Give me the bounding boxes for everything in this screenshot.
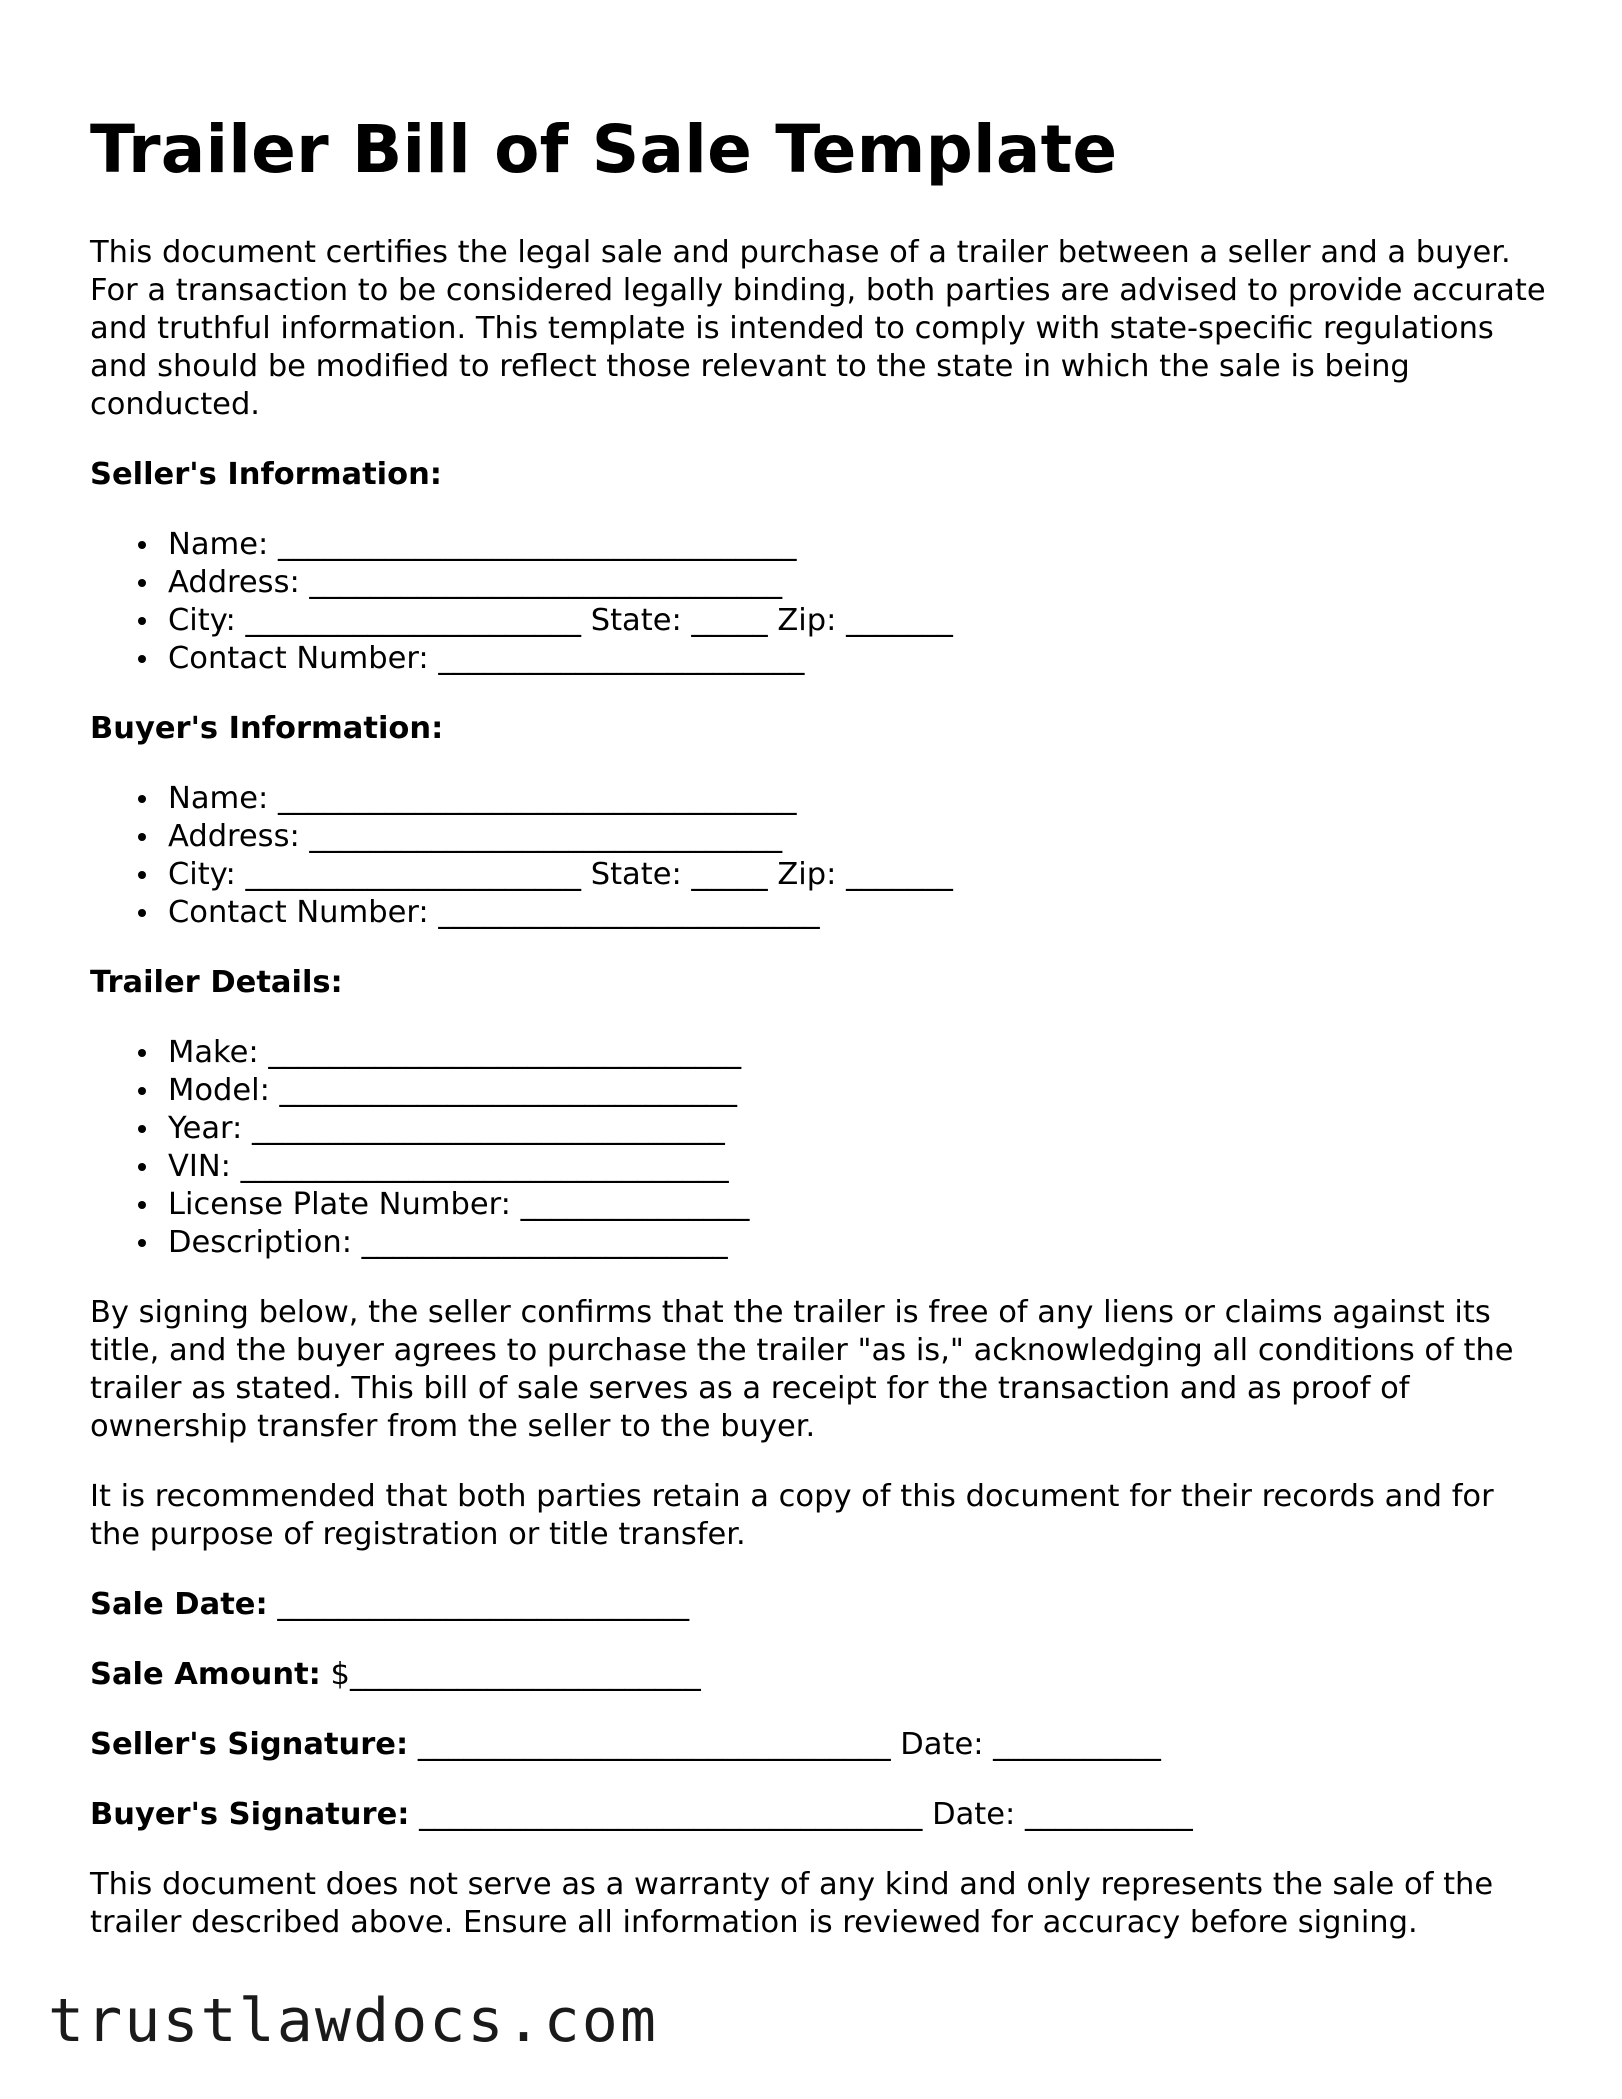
buyer-info-heading: Buyer's Information:	[90, 711, 444, 746]
trailer-plate-field[interactable]	[90, 1186, 1550, 1224]
seller-address-field[interactable]	[90, 564, 1550, 602]
seller-signature-field[interactable]	[90, 1726, 1550, 1764]
watermark: trustlawdocs.com	[48, 1986, 658, 2056]
seller-city-state-zip-field[interactable]	[90, 602, 1550, 640]
recommendation-paragraph: It is recommended that both parties retain a copy of this document for their records and for the purpose of registration or title transfer.	[90, 1479, 1494, 1552]
buyer-info-list	[90, 780, 1550, 932]
buyer-signature-blank: _________________________________ Date: ___________	[409, 1797, 1193, 1832]
page-title: Trailer Bill of Sale Template	[90, 111, 1118, 188]
buyer-name-field[interactable]	[90, 780, 1550, 818]
trailer-make-text: Make: _______________________________	[168, 1035, 742, 1070]
buyer-address-text: Address: _______________________________	[168, 819, 783, 854]
trailer-vin-field[interactable]	[90, 1148, 1550, 1186]
buyer-signature-label: Buyer's Signature:	[90, 1797, 410, 1832]
buyer-name-text: Name: __________________________________	[168, 781, 797, 816]
sale-amount-field[interactable]	[90, 1656, 1550, 1694]
sale-date-label: Sale Date:	[90, 1587, 268, 1622]
seller-contact-text: Contact Number: ________________________	[168, 641, 805, 676]
seller-city-state-zip-text: City: ______________________ State: _____ Zip: _______	[168, 603, 953, 638]
seller-name-text: Name: __________________________________	[168, 527, 797, 562]
terms-paragraph: By signing below, the seller confirms that the trailer is free of any liens or claims against its title, and the buyer agrees to purchase the trailer "as is," acknowledging all conditions of the trailer as stated. This bill of sale serves as a receipt for the transaction and as proof of ownership transfer from the seller to the buyer.	[90, 1295, 1514, 1444]
trailer-model-text: Model: ______________________________	[168, 1073, 738, 1108]
seller-name-field[interactable]	[90, 526, 1550, 564]
trailer-description-text: Description: ________________________	[168, 1225, 728, 1260]
sale-date-field[interactable]	[90, 1586, 1550, 1624]
trailer-make-field[interactable]	[90, 1034, 1550, 1072]
trailer-details-heading: Trailer Details:	[90, 965, 343, 1000]
buyer-signature-field[interactable]	[90, 1796, 1550, 1834]
seller-info-list	[90, 526, 1550, 678]
sale-amount-label: Sale Amount:	[90, 1657, 321, 1692]
seller-contact-field[interactable]	[90, 640, 1550, 678]
seller-info-heading: Seller's Information:	[90, 457, 442, 492]
buyer-contact-text: Contact Number: _________________________	[168, 895, 820, 930]
seller-signature-label: Seller's Signature:	[90, 1727, 409, 1762]
bill-of-sale-document	[90, 110, 1550, 1974]
sale-amount-blank: $_______________________	[320, 1657, 701, 1692]
sale-date-blank: ___________________________	[267, 1587, 690, 1622]
trailer-details-list	[90, 1034, 1550, 1262]
buyer-city-state-zip-field[interactable]	[90, 856, 1550, 894]
trailer-year-field[interactable]	[90, 1110, 1550, 1148]
trailer-plate-text: License Plate Number: _______________	[168, 1187, 750, 1222]
seller-address-text: Address: _______________________________	[168, 565, 783, 600]
trailer-year-text: Year: _______________________________	[168, 1111, 725, 1146]
buyer-address-field[interactable]	[90, 818, 1550, 856]
seller-signature-blank: _______________________________ Date: ___________	[408, 1727, 1161, 1762]
buyer-contact-field[interactable]	[90, 894, 1550, 932]
disclaimer-paragraph: This document does not serve as a warranty of any kind and only represents the sale of the trailer described above. Ensure all information is reviewed for accuracy before signing.	[90, 1867, 1494, 1940]
trailer-description-field[interactable]	[90, 1224, 1550, 1262]
intro-paragraph: This document certifies the legal sale and purchase of a trailer between a seller and a buyer. For a transaction to be considered legally binding, both parties are advised to provide accurate and truthful information. This template is intended to comply with state-specific regulations and should be modified to reflect those relevant to the state in which the sale is being conducted.	[90, 235, 1546, 422]
trailer-model-field[interactable]	[90, 1072, 1550, 1110]
trailer-vin-text: VIN: ________________________________	[168, 1149, 729, 1184]
buyer-city-state-zip-text: City: ______________________ State: _____ Zip: _______	[168, 857, 953, 892]
